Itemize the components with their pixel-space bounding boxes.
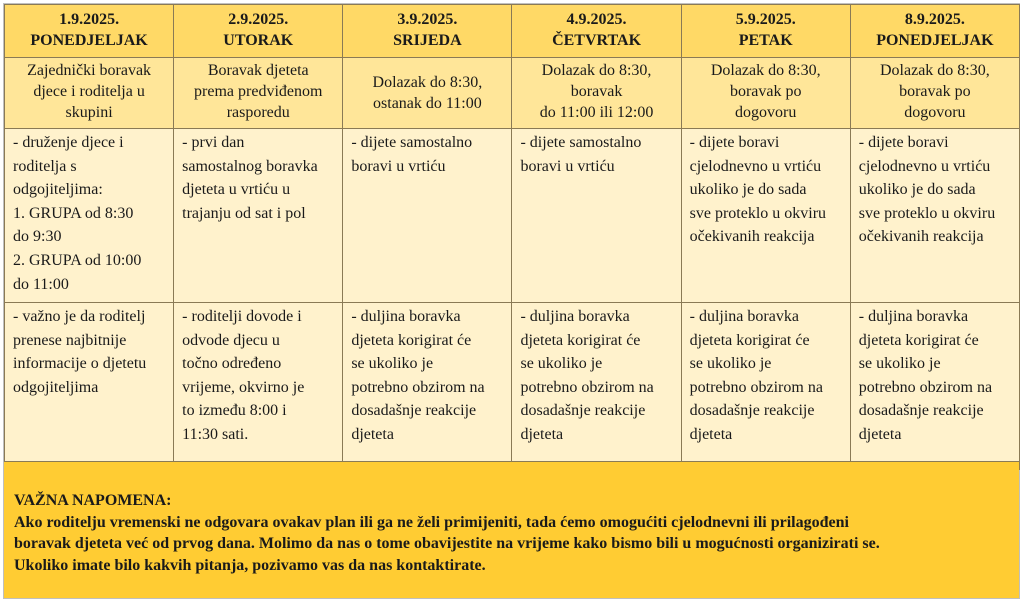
activity-cell [174,129,343,303]
text-line: se ukoliko je [689,355,772,373]
day-label: UTORAK [223,32,294,49]
text-line: samostalnog boravka [182,157,318,175]
text-line: - duljina boravka [858,308,969,325]
text-line: djeteta u vrtiću u [182,181,291,199]
activity-cell [512,129,681,303]
note-title: VAŽNA NAPOMENA: [14,492,172,509]
notes-cell [174,303,343,470]
text-line: dosadašnje reakcije [858,402,984,420]
day-header [512,5,681,58]
text-line: se ukoliko je [351,355,434,373]
text-line: se ukoliko je [858,355,941,373]
summary-line: Dolazak do 8:30, [372,74,483,91]
day-summary-cell [5,58,174,129]
text-line: cjelodnevno u vrtiću [858,157,991,175]
text-line: dosadašnje reakcije [689,402,815,420]
text-line: ukoliko je do sada [689,181,807,199]
summary-line: boravak po [899,83,971,100]
text-line: - duljina boravka [351,308,461,325]
text-line: - duljina boravka [520,308,630,325]
text-line: prenese najbitnije [13,331,127,349]
text-line: potrebno obzirom na [858,378,993,396]
summary-line: Dolazak do 8:30, [541,62,652,79]
text-line: vrijeme, okvirno je [182,378,305,396]
day-summary-cell [174,58,343,129]
text-line: do 11:00 [13,275,69,293]
text-line: - dijete boravi [689,134,780,151]
text-line: djeteta korigirat će [520,331,641,349]
text-line: cjelodnevno u vrtiću [689,157,822,175]
text-line: se ukoliko je [520,355,603,373]
notes-cell [343,303,512,470]
text-line: to između 8:00 i [182,402,287,420]
date-label: 3.9.2025. [397,11,458,28]
summary-line: Dolazak do 8:30, [879,62,990,79]
text-line: odvode djecu u [182,331,280,349]
text-line: očekivanih reakcija [858,228,984,246]
text-line: 11:30 sati. [182,425,249,443]
header-row [5,5,1020,58]
text-line: ukoliko je do sada [858,181,976,199]
summary-line: ostanak do 11:00 [373,95,482,112]
text-line: djeteta [858,425,902,443]
summary-line: rasporedu [226,104,290,121]
text-line: informacije o djetetu [13,355,147,373]
activity-cell [850,129,1019,303]
text-line: boravi u vrtiću [351,157,446,175]
text-line: - roditelji dovode i [182,308,302,325]
activity-cell [5,129,174,303]
date-label: 8.9.2025. [904,11,965,28]
summary-line: Dolazak do 8:30, [710,62,821,79]
summary-line: boravak po [729,83,802,100]
schedule-document [3,3,1020,599]
important-note [4,461,1019,598]
day-label: PETAK [738,32,793,49]
text-line: sve proteklo u okviru [689,204,827,222]
day-summary-cell [850,58,1019,129]
day-summary-cell [512,58,681,129]
text-line: - duljina boravka [689,308,799,325]
summary-line: dogovoru [904,104,966,121]
day-label: ČETVRTAK [552,32,642,49]
text-line: - važno je da roditelj [13,308,146,325]
text-line: - dijete samostalno [351,134,473,151]
text-line: 1. GRUPA od 8:30 [13,204,134,222]
summary-line: prema predviđenom [194,83,323,100]
day-header [174,5,343,58]
activity-cell [681,129,850,303]
day-summary-cell [343,58,512,129]
text-line: dosadašnje reakcije [351,402,477,420]
day-header [681,5,850,58]
day-label: PONEDJELJAK [876,32,994,49]
text-line: odgojiteljima: [13,181,103,199]
day-summary-cell [681,58,850,129]
note-line: Ako roditelju vremenski ne odgovara ovakav plan ili ga ne želi primijeniti, tada ćemo omogućiti cjelodnevni ili prilagođeni [14,513,849,531]
day-label: PONEDJELJAK [30,32,148,49]
summary-line: Zajednički boravak [27,62,152,79]
summary-line: dogovoru [735,104,797,121]
text-line: boravi u vrtiću [520,157,615,175]
day-header [343,5,512,58]
text-line: potrebno obzirom na [689,378,823,396]
text-line: potrebno obzirom na [351,378,485,396]
summary-line: djece i roditelja u [33,83,145,100]
text-line: - druženje djece i [13,134,124,151]
notes-row [5,303,1020,470]
text-line: - dijete boravi [858,134,949,151]
text-line: trajanju od sat i pol [182,204,306,222]
day-header [850,5,1019,58]
notes-cell [850,303,1019,470]
note-line: boravak djeteta već od prvog dana. Molimo da nas o tome obavijestite na vrijeme kako bismo bili u mogućnosti organizirati se. [14,535,880,552]
text-line: do 9:30 [13,228,62,246]
text-line: 2. GRUPA od 10:00 [13,251,142,269]
summary-line: boravak [570,83,623,100]
notes-cell [512,303,681,470]
text-line: potrebno obzirom na [520,378,654,396]
notes-cell [681,303,850,470]
text-line: sve proteklo u okviru [858,204,996,222]
note-line: Ukoliko imate bilo kakvih pitanja, pozivamo vas da nas kontaktirate. [14,556,486,574]
text-line: - dijete samostalno [520,134,642,151]
summary-line: Boravak djeteta [207,62,309,79]
text-line: točno određeno [182,355,282,373]
text-line: - prvi dan [182,134,245,151]
text-line: dosadašnje reakcije [520,402,646,420]
text-line: djeteta [689,425,733,443]
text-line: očekivanih reakcija [689,228,815,246]
text-line: roditelja s [13,157,77,175]
date-label: 4.9.2025. [566,11,627,28]
activity-cell [343,129,512,303]
date-label: 2.9.2025. [228,11,289,28]
summary-line: do 11:00 ili 12:00 [539,104,654,121]
date-label: 1.9.2025. [59,11,120,28]
text-line: odgojiteljima [13,378,99,396]
text-line: djeteta [351,425,394,443]
day-header [5,5,174,58]
text-line: djeteta [520,425,564,443]
text-line: djeteta korigirat će [689,331,810,349]
activity-row [5,129,1020,303]
day-label: SRIJEDA [393,32,462,49]
subheader-row [5,58,1020,129]
text-line: djeteta korigirat će [351,331,472,349]
notes-cell [5,303,174,470]
summary-line: skupini [65,104,113,121]
schedule-table [4,4,1020,470]
date-label: 5.9.2025. [735,11,796,28]
text-line: djeteta korigirat će [858,331,979,349]
